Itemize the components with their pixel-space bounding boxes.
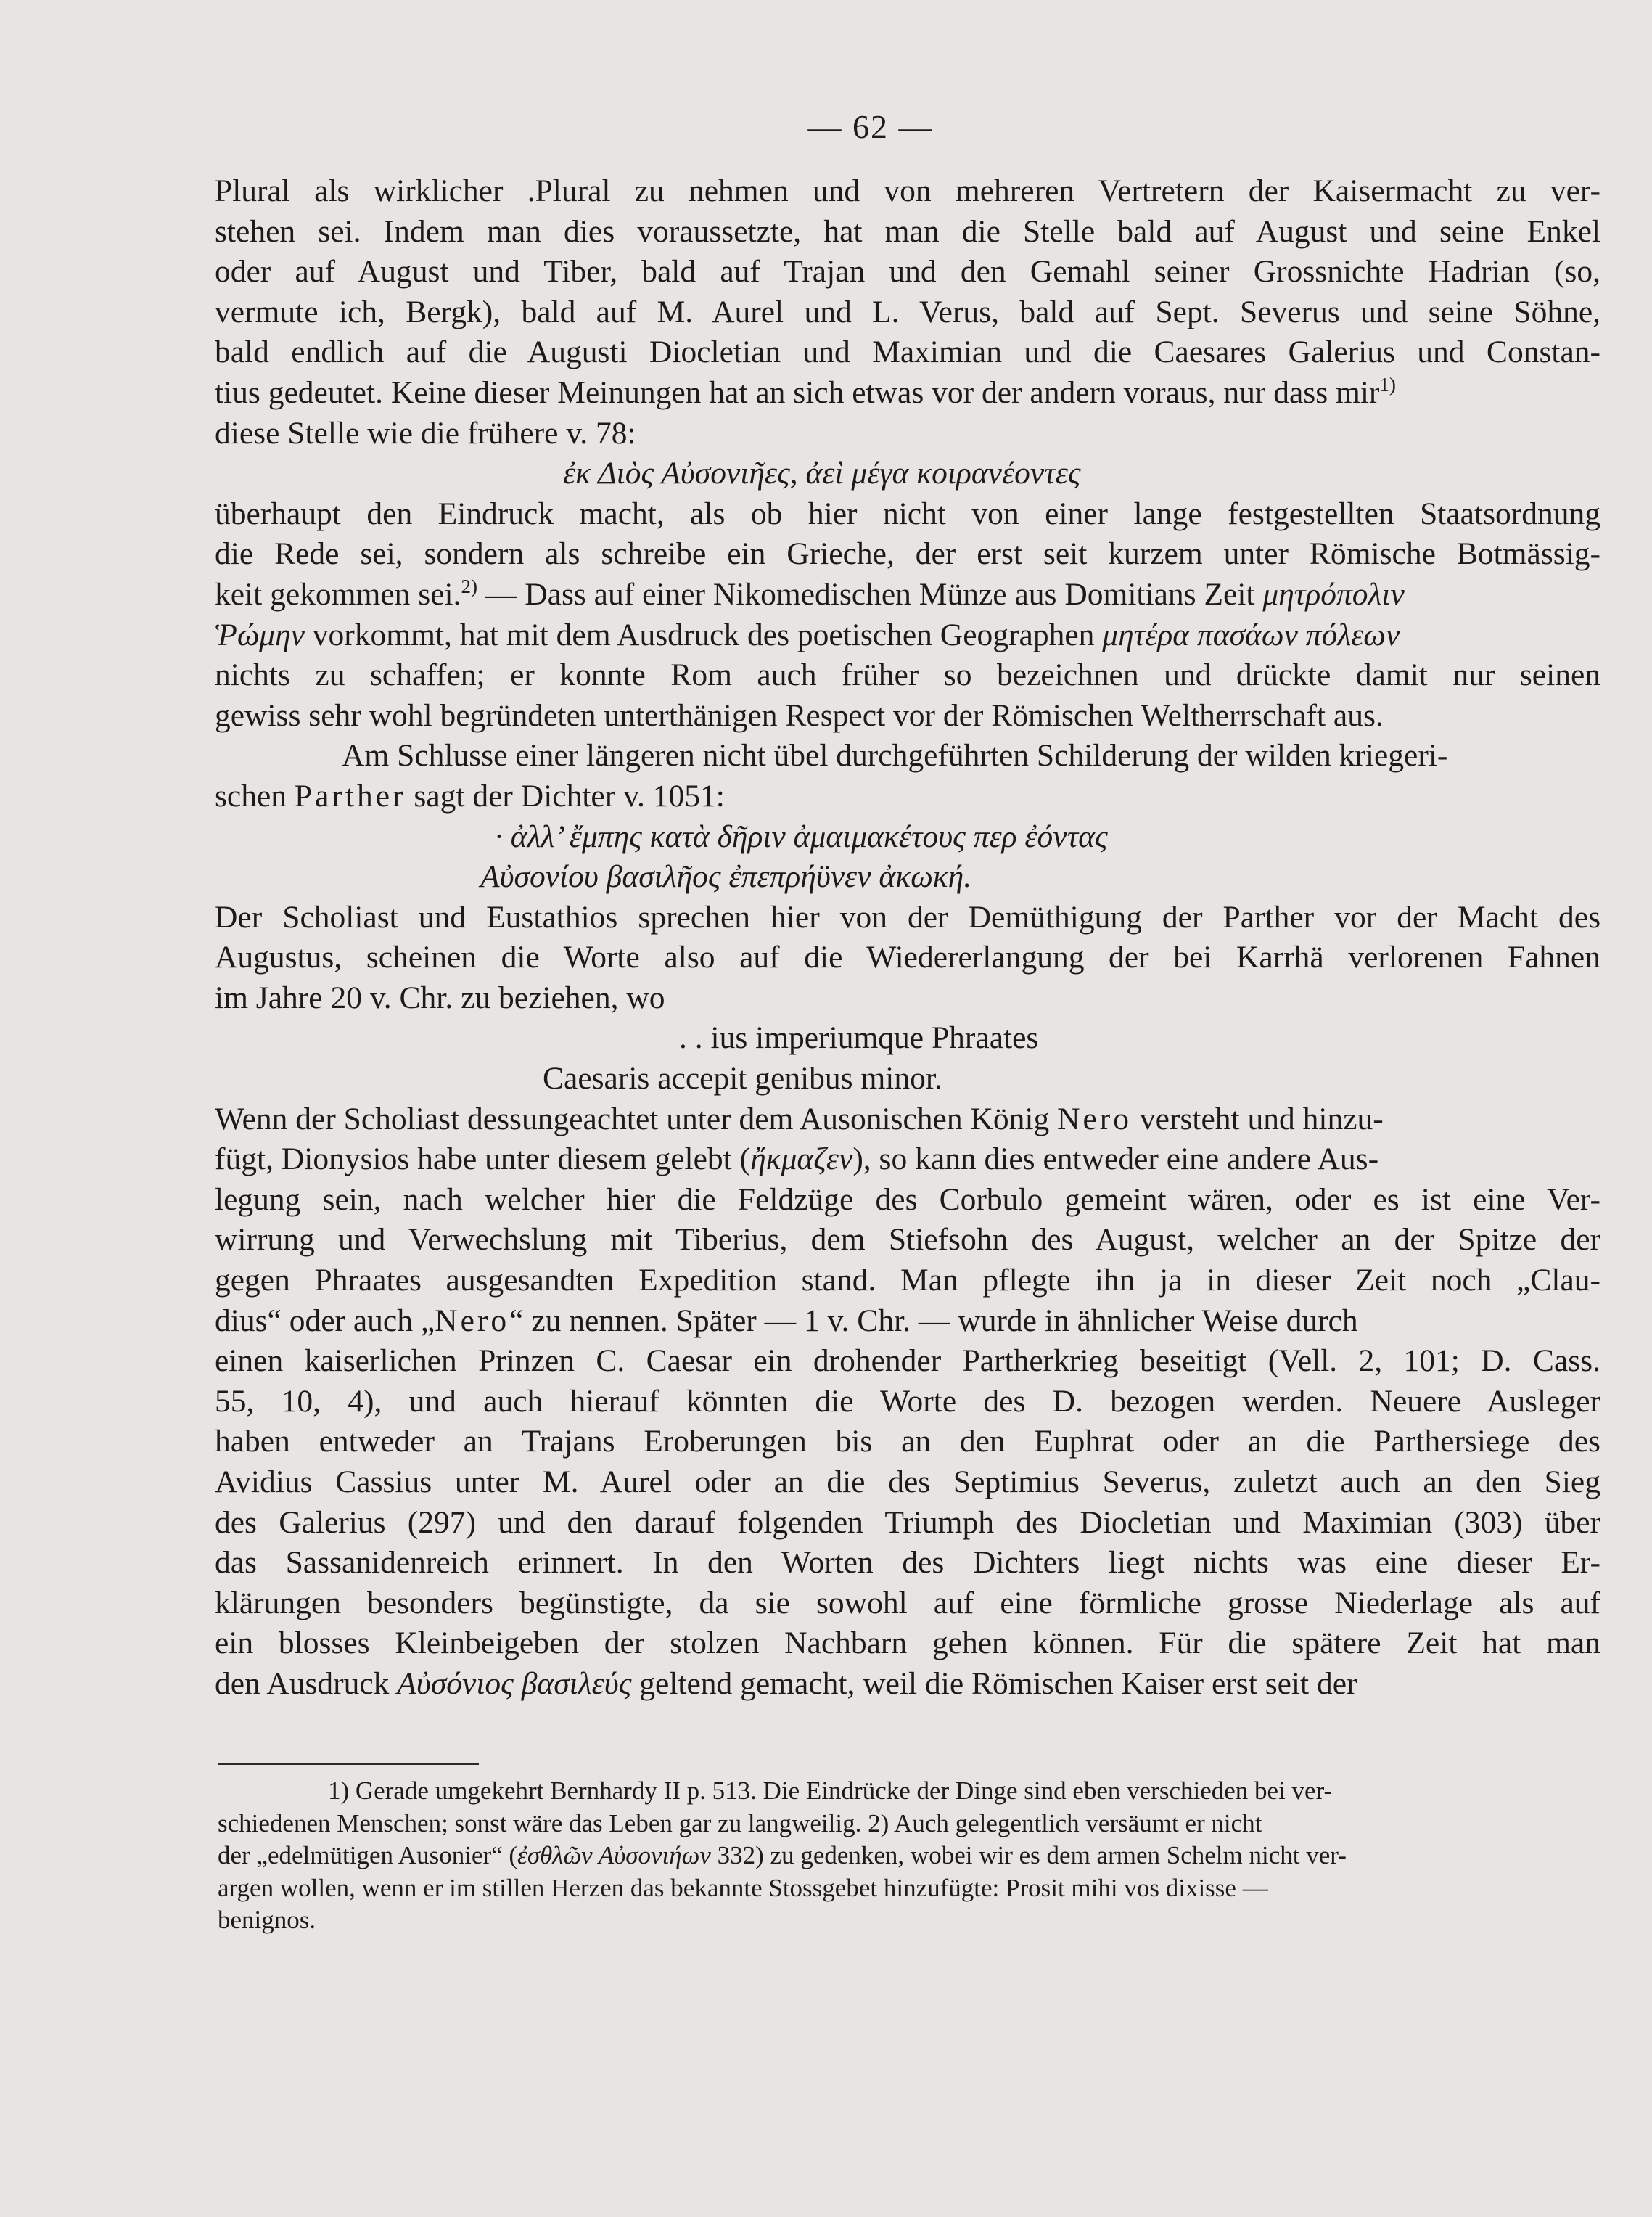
text-line: nichts zu schaffen; er konnte Rom auch früher so bezeichnen und drückte damit nur seinen: [215, 657, 1600, 693]
text-line: gewiss sehr wohl begründeten unterthänigen Respect vor der Römischen Weltherrschaft aus.: [215, 697, 1384, 733]
footnote-ref: 2): [461, 575, 477, 597]
text-segment: der „edelmütigen Ausonier“ (: [218, 1841, 518, 1869]
text-line: überhaupt den Eindruck macht, als ob hier nicht von einer lange festgestellten Staatsordnung: [215, 496, 1600, 531]
greek-verse: · ἀλλ’ ἔμπης κατὰ δῆριν ἀμαιμακέτους περ ἐόντας: [495, 819, 1108, 854]
footnote-line: argen wollen, wenn er im stillen Herzen das bekannte Stossgebet hinzufügte: Prosit mihi vos dixisse —: [218, 1873, 1268, 1902]
text-segment: dius“ oder auch „: [215, 1303, 435, 1338]
footnote-line: benignos.: [218, 1906, 316, 1934]
text-line: klärungen besonders begünstigte, da sie sowohl auf eine förmliche grosse Niederlage als auf: [215, 1585, 1600, 1620]
text-segment: fügt, Dionysios habe unter diesem gelebt (: [215, 1142, 751, 1177]
text-line: legung sein, nach welcher hier die Feldzüge des Corbulo gemeint wären, oder es ist eine Ver-: [215, 1181, 1600, 1217]
greek-word: Ῥώμην: [215, 617, 305, 652]
text-line: vermute ich, Bergk), bald auf M. Aurel und L. Verus, bald auf Sept. Severus und seine Söhne,: [215, 294, 1600, 329]
greek-word: ἤκμαζεν: [750, 1142, 853, 1177]
spaced-word: Parther: [294, 778, 406, 814]
text-line: [215, 1301, 1600, 1342]
greek-verse: ἐκ Διὸς Αὐσονιῆες, ἀεὶ μέγα κοιρανέοντες: [563, 456, 1081, 491]
text-line: [215, 776, 1600, 817]
text-line: die Rede sei, sondern als schreibe ein Grieche, der erst seit kurzem unter Römische Botmässig-: [215, 536, 1600, 572]
footnote-line: schiedenen Menschen; sonst wäre das Leben gar zu langweilig. 2) Auch gelegentlich versäumt er nicht: [218, 1808, 1262, 1837]
text-line: [215, 1664, 1600, 1705]
greek-phrase: ἐσθλῶν Αὐσονιήων: [517, 1841, 711, 1869]
page-number: — 62 —: [807, 108, 934, 145]
footnote-line: [218, 1840, 1600, 1872]
text-line: wirrung und Verwechslung mit Tiberius, dem Stiefsohn des August, welcher an der Spitze der: [215, 1222, 1600, 1258]
text-segment: Wenn der Scholiast dessungeachtet unter dem Ausonischen König: [215, 1101, 1058, 1136]
text-segment: den Ausdruck: [215, 1665, 398, 1701]
text-segment: “ zu nennen. Später — 1 v. Chr. — wurde in ähnlicher Weise durch: [509, 1303, 1358, 1338]
text-line: des Galerius (297) und den darauf folgenden Triumph des Diocletian und Maximian (303) über: [215, 1504, 1600, 1540]
text-line: diese Stelle wie die frühere v. 78:: [215, 415, 636, 451]
latin-verse: Caesaris accepit genibus minor.: [543, 1061, 942, 1097]
text-line: stehen sei. Indem man dies voraussetzte, hat man die Stelle bald auf August und seine Enkel: [215, 213, 1600, 249]
latin-verse: . . ius imperiumque Phraates: [679, 1020, 1039, 1056]
text-line: [215, 1139, 1600, 1180]
footnote-divider: [218, 1763, 479, 1765]
greek-phrase: μητέρα πασάων πόλεων: [1102, 617, 1400, 652]
text-line: ein blosses Kleinbeigeben der stolzen Nachbarn gehen können. Für die spätere Zeit hat man: [215, 1626, 1600, 1661]
text-line: einen kaiserlichen Prinzen C. Caesar ein drohender Partherkrieg beseitigt (Vell. 2, 101; D. Cass.: [215, 1343, 1600, 1379]
text-segment: keit gekommen sei.: [215, 576, 461, 612]
greek-verse: Αὐσονίου βασιλῆος ἐπεπρήϋνεν ἀκωκή.: [480, 859, 972, 895]
text-segment: versteht und hinzu-: [1132, 1101, 1384, 1136]
spaced-word: Nero: [435, 1303, 510, 1338]
text-line: [215, 575, 1600, 615]
text-segment: geltend gemacht, weil die Römischen Kaiser erst seit der: [631, 1665, 1357, 1701]
text-line: [215, 373, 1600, 414]
text-line: gegen Phraates ausgesandten Expedition stand. Man pflegte ihn ja in dieser Zeit noch „Clau-: [215, 1263, 1600, 1298]
text-line: [215, 1099, 1600, 1140]
text-segment: 332) zu gedenken, wobei wir es dem armen Schelm nicht ver-: [710, 1841, 1347, 1869]
text-line: haben entweder an Trajans Eroberungen bis an den Euphrat oder an die Parthersiege des: [215, 1424, 1600, 1459]
text-line: Der Scholiast und Eustathios sprechen hier von der Demüthigung der Parther vor der Macht des: [215, 899, 1600, 935]
text-line: [215, 615, 1600, 656]
text-line: Plural als wirklicher .Plural zu nehmen und von mehreren Vertretern der Kaisermacht zu ver-: [215, 173, 1600, 208]
text-line: im Jahre 20 v. Chr. zu beziehen, wo: [215, 980, 665, 1015]
text-segment: sagt der Dichter v. 1051:: [406, 778, 725, 814]
text-line: Augustus, scheinen die Worte also auf die Wiedererlangung der bei Karrhä verlorenen Fahnen: [215, 940, 1600, 975]
text-segment: tius gedeutet. Keine dieser Meinungen hat an sich etwas vor der andern voraus, nur dass mir: [215, 374, 1380, 410]
text-line: bald endlich auf die Augusti Diocletian und Maximian und die Caesares Galerius und Constan-: [215, 335, 1600, 370]
greek-phrase: Αὐσόνιος βασιλεύς: [397, 1665, 632, 1701]
text-segment: vorkommt, hat mit dem Ausdruck des poetischen Geographen: [304, 617, 1103, 652]
footnote-ref: 1): [1379, 373, 1396, 396]
footnote-line: 1) Gerade umgekehrt Bernhardy II p. 513. Die Eindrücke der Dinge sind eben verschieden bei ver-: [328, 1777, 1333, 1805]
text-line: 55, 10, 4), und auch hierauf könnten die Worte des D. bezogen werden. Neuere Ausleger: [215, 1383, 1600, 1419]
greek-word: μητρόπολιν: [1262, 576, 1405, 612]
text-line: Avidius Cassius unter M. Aurel oder an die des Septimius Severus, zuletzt auch an den Sieg: [215, 1464, 1600, 1499]
footnotes: [218, 1775, 1600, 1937]
text-segment: schen: [215, 778, 295, 814]
spaced-word: Nero: [1057, 1101, 1133, 1136]
text-line: das Sassanidenreich erinnert. In den Worten des Dichters liegt nichts was eine dieser Er-: [215, 1545, 1600, 1581]
text-line: Am Schlusse einer längeren nicht übel durchgeführten Schilderung der wilden kriegeri-: [342, 738, 1448, 774]
text-segment: — Dass auf einer Nikomedischen Münze aus Domitians Zeit: [477, 576, 1263, 612]
text-segment: ), so kann dies entweder eine andere Aus-: [852, 1142, 1379, 1177]
text-line: oder auf August und Tiber, bald auf Trajan und den Gemahl seiner Grossnichte Hadrian (so,: [215, 254, 1600, 290]
main-text: [215, 171, 1600, 1705]
